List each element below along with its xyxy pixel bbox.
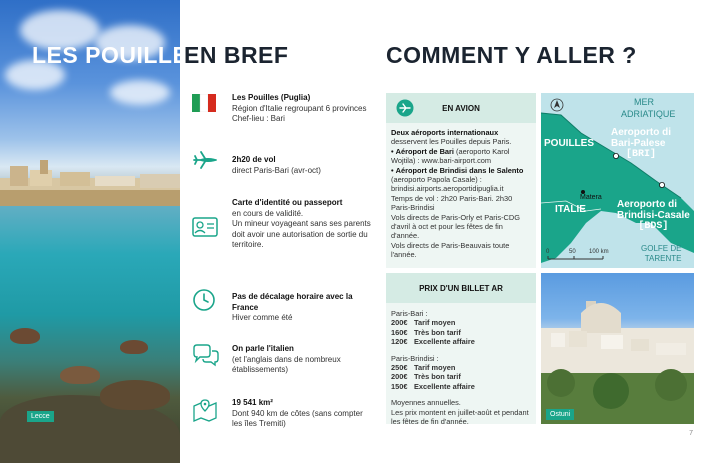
info-flight-text: direct Paris-Bari (avr-oct) xyxy=(232,165,321,175)
map-scale-100: 100 km xyxy=(589,249,609,255)
plane-panel-title: EN AVION xyxy=(442,103,480,113)
map-country-label: ITALIE xyxy=(555,204,586,215)
info-timezone-text: Hiver comme été xyxy=(232,313,293,322)
info-flight-title: 2h20 de vol xyxy=(232,155,276,164)
town-skyline xyxy=(0,160,180,206)
ostuni-town-graphic xyxy=(541,273,694,424)
price-note: Moyennes annuelles. Les prix montent en juillet-août et pendant les fêtes de fin d'année. xyxy=(391,398,529,427)
info-timezone-title: Pas de décalage horaire avec la France xyxy=(232,292,353,312)
info-documents xyxy=(232,198,372,251)
info-region-text: Région d'Italie regroupant 6 provinces Chef-lieu : Bari xyxy=(232,103,367,123)
plane-line1: Temps de vol : 2h20 Paris-Bari. 2h30 Paris-Brindisi xyxy=(391,193,513,213)
map-sea-label-2: ADRIATIQUE xyxy=(621,109,676,119)
price-panel-title: PRIX D'UN BILLET AR xyxy=(419,283,503,293)
map-region-label: POUILLES xyxy=(544,138,595,149)
map-gulf-label: GOLFE DE TARENTE xyxy=(641,244,682,263)
plane-panel-body: Deux aéroports internationaux desservent les Pouilles depuis Paris. • Aéroport de Bari (aeroporto Karol Wojtila) : www.bari-airport.com • Aéroport de Brindisi dans le Salento (aeroporto Papola Casale) : brindisi.airports.aeroportidipuglia.it Temps de vol : 2h20 Paris-Bari. 2h30 Paris-Brindisi Vols directs de Paris-Orly et Paris-CDG d'avril à oct et pour les fêtes de fin d'année. Vols directs de Paris-Beauvais toute l'année. xyxy=(391,128,524,260)
price-brindisi-label: Paris-Brindisi : xyxy=(391,353,439,363)
price-row: 200€ Très bon tarif xyxy=(391,372,461,382)
info-documents-title: Carte d'identité ou passeport xyxy=(232,198,343,207)
info-language-title: On parle l'italien xyxy=(232,344,294,353)
page-number: 7 xyxy=(689,430,693,437)
price-row: 160€ Très bon tarif xyxy=(391,327,461,337)
info-language xyxy=(232,344,372,376)
id-card-icon xyxy=(192,217,220,245)
info-region xyxy=(232,93,372,125)
photo-lecce xyxy=(0,0,180,463)
plane-bari-bold: Aéroport de Bari xyxy=(395,146,454,156)
photo-caption-ostuni: Ostuni xyxy=(546,409,574,420)
info-area xyxy=(232,398,372,430)
info-region-title: Les Pouilles (Puglia) xyxy=(232,93,311,102)
price-row: 200€ Tarif moyen xyxy=(391,318,456,328)
info-area-title: 19 541 km² xyxy=(232,398,273,407)
speech-bubbles-icon xyxy=(192,344,220,372)
plane-intro-bold: Deux aéroports internationaux xyxy=(391,128,499,137)
plane-line2: Vols directs de Paris-Orly et Paris-CDG d'avril à oct et pour les fêtes de fin d'année. xyxy=(391,212,520,241)
plane-line3: Vols directs de Paris-Beauvais toute l'année. xyxy=(391,240,510,260)
price-row: 250€ Tarif moyen xyxy=(391,363,456,373)
airplane-badge-icon xyxy=(396,99,414,117)
map-sea-label-1: MER xyxy=(634,97,654,107)
photo-ostuni xyxy=(541,273,694,424)
price-row: 150€ Excellente affaire xyxy=(391,381,475,391)
clock-icon xyxy=(192,288,220,316)
plane-brindisi-bold: Aéroport de Brindisi dans le Salento xyxy=(395,165,524,175)
info-area-text: Dont 940 km de côtes (sans compter les îles Tremiti) xyxy=(232,408,363,428)
airplane-icon xyxy=(192,149,220,177)
map-city-label: Matera xyxy=(580,194,602,201)
plane-panel-header xyxy=(386,93,536,123)
info-timezone xyxy=(232,292,372,324)
price-panel-header xyxy=(386,273,536,303)
right-title: COMMENT Y ALLER ? xyxy=(386,42,637,68)
map-graphic xyxy=(541,93,694,268)
map-airport1: Aeroporto di Bari-Palese [BRI] xyxy=(611,127,671,160)
price-bari-label: Paris-Bari : xyxy=(391,309,428,318)
map-scale-50: 50 xyxy=(569,249,576,255)
info-flight xyxy=(232,155,372,176)
left-title-part1: LES POUILLES xyxy=(32,42,205,68)
left-title-part2: EN BREF xyxy=(184,42,289,68)
info-language-text: (et l'anglais dans de nombreux établissements) xyxy=(232,354,341,374)
price-row: 120€ Excellente affaire xyxy=(391,337,475,347)
plane-bari: (aeroporto Karol Wojtila) : www.bari-airport.com xyxy=(391,146,510,166)
map-scale-0: 0 xyxy=(546,249,550,255)
plane-brindisi: (aeroporto Papola Casale) : brindisi.airports.aeroportidipuglia.it xyxy=(391,175,504,194)
map-pin-icon xyxy=(192,398,220,426)
info-documents-text: en cours de validité. Un mineur voyageant sans ses parents doit avoir une autorisation de sortie du territoire. xyxy=(232,208,371,249)
map-airport2: Aeroporto di Brindisi-Casale [BDS] xyxy=(617,199,690,232)
photo-caption-lecce: Lecce xyxy=(27,411,54,422)
region-map xyxy=(541,93,694,268)
italy-flag-icon xyxy=(192,92,220,120)
plane-intro: desservent les Pouilles depuis Paris. xyxy=(391,137,512,147)
price-panel-body xyxy=(391,309,533,426)
